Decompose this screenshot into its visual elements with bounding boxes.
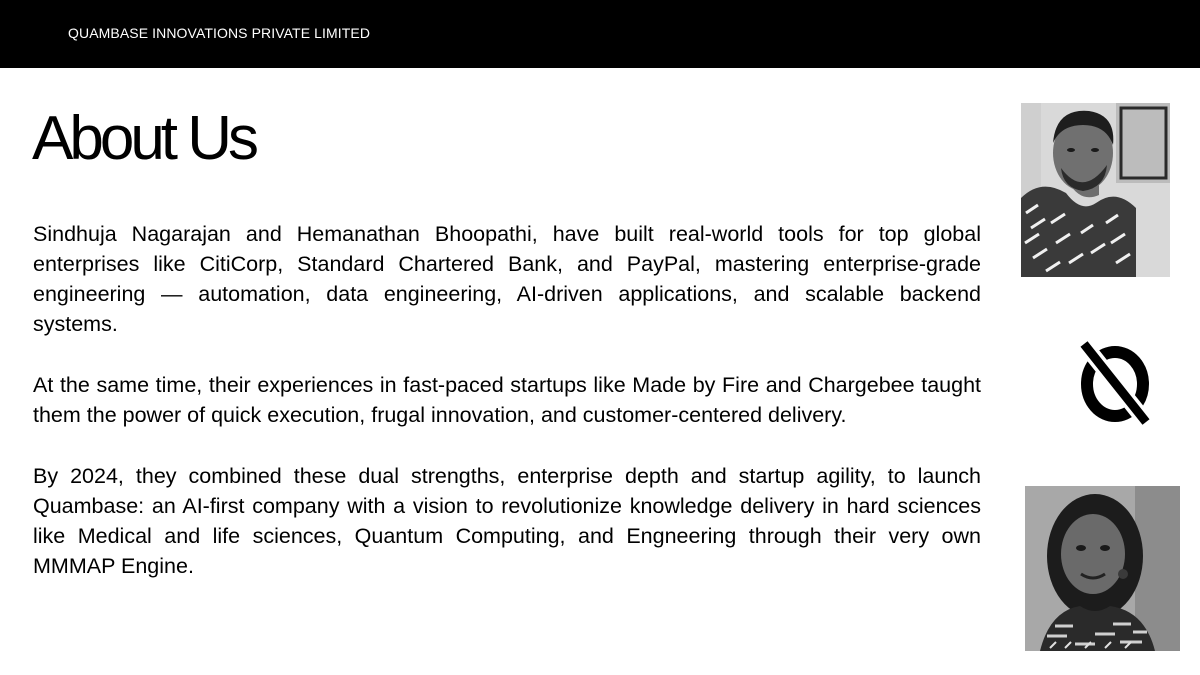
paragraph-quambase: By 2024, they combined these dual strengths, enterprise depth and startup agility, to launch Quambase: an AI-first company with a vision to revolutionize knowledge delivery in hard sciences like Medical and life sciences, Quantum Computing, and Engneering through their very own MMMAP Engine. xyxy=(33,464,981,578)
company-name: QUAMBASE INNOVATIONS PRIVATE LIMITED xyxy=(68,25,371,41)
quambase-logo-icon xyxy=(1076,338,1154,426)
body-text xyxy=(33,219,981,612)
person-photo-icon xyxy=(1025,486,1180,651)
header-bar xyxy=(0,0,1200,68)
person-photo-icon xyxy=(1021,103,1170,277)
paragraph-founders: Sindhuja Nagarajan and Hemanathan Bhoopathi, have built real-world tools for top global enterprises like CitiCorp, Standard Chartered Bank, and PayPal, mastering enterprise-grade engineering — automation, data engineering, AI-driven applications, and scalable backend systems. xyxy=(33,222,981,336)
paragraph-startups: At the same time, their experiences in fast-paced startups like Made by Fire and Chargebee taught them the power of quick execution, frugal innovation, and customer-centered delivery. xyxy=(33,373,981,427)
page-title: About Us xyxy=(32,104,256,173)
